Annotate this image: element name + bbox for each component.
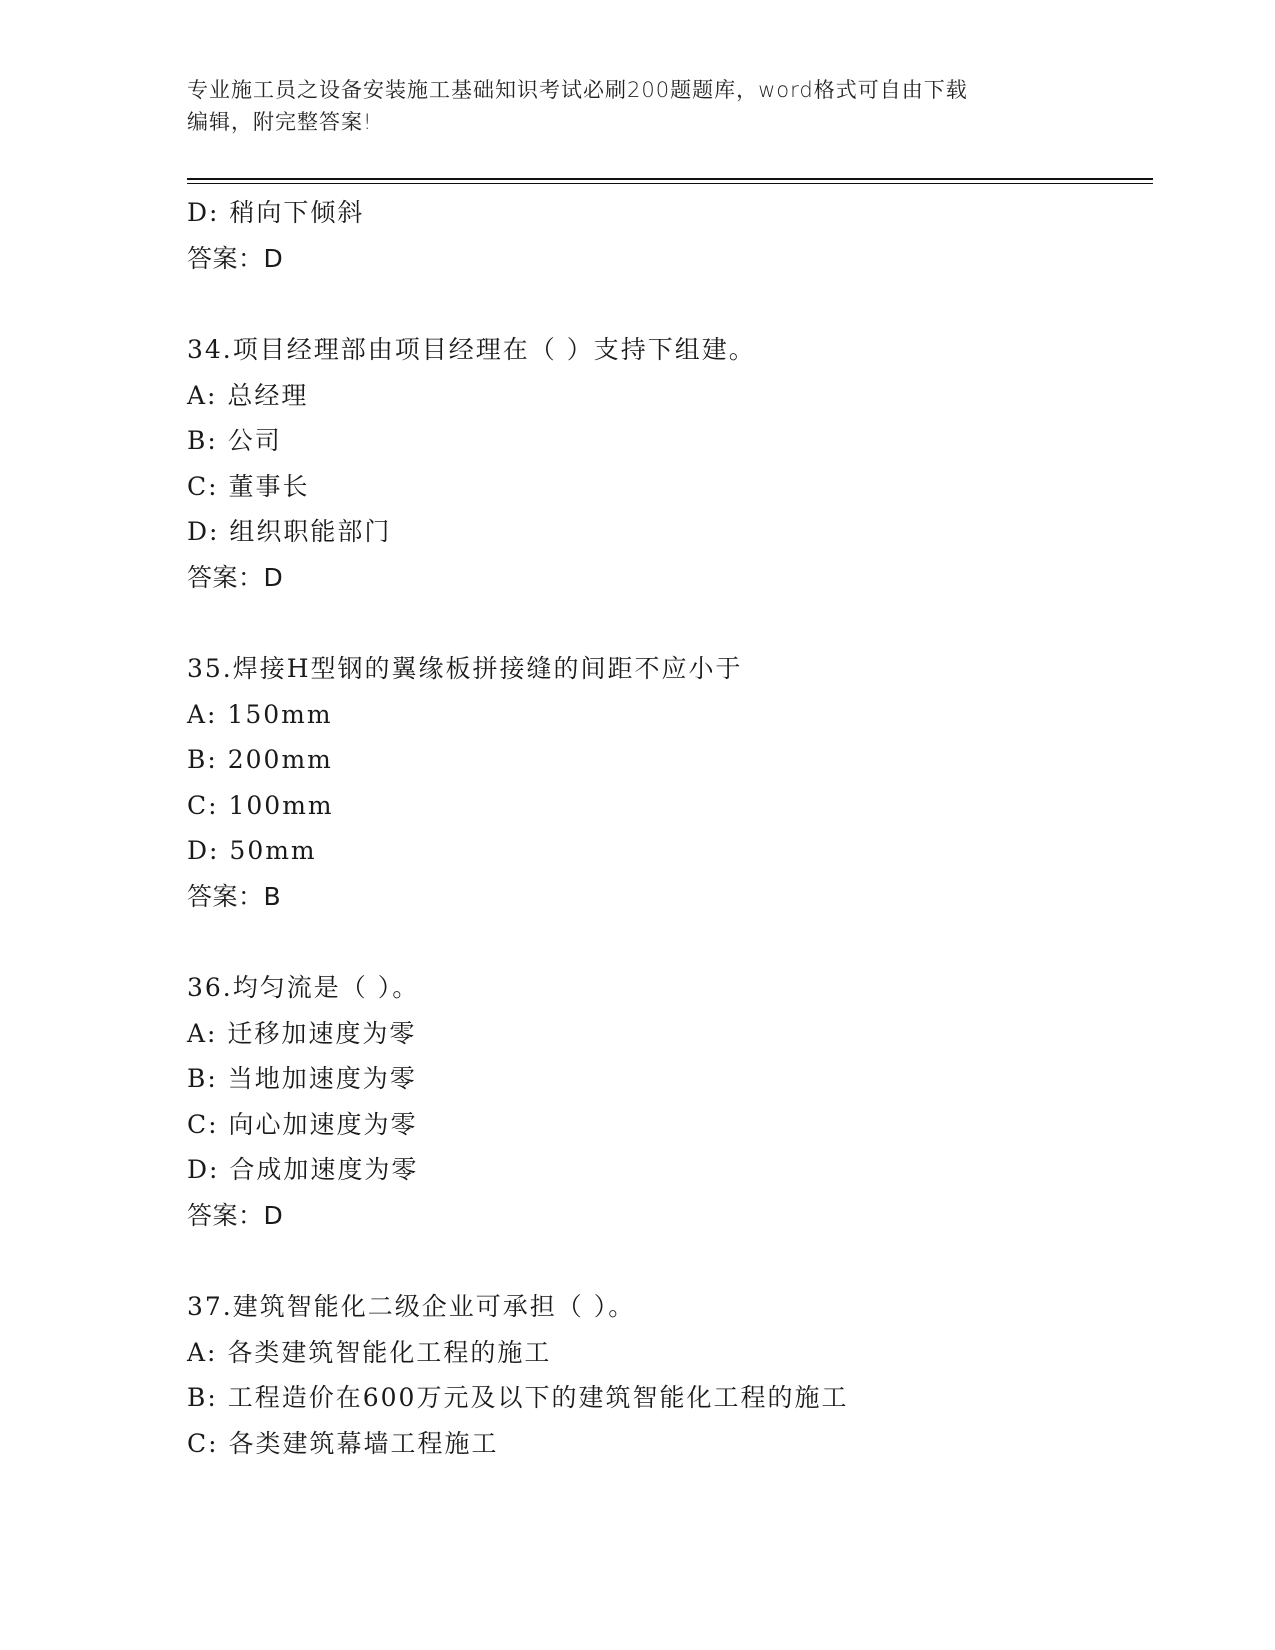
header-title-line-1: 专业施工员之设备安装施工基础知识考试必刷200题题库，word格式可自由下载	[187, 78, 968, 102]
option-b: B: 工程造价在600万元及以下的建筑智能化工程的施工	[187, 1383, 849, 1412]
question-36	[187, 965, 1153, 1238]
option-b: B: 200mm	[187, 745, 333, 774]
option-a: A: 150mm	[187, 699, 333, 729]
option-a: A: 各类建筑智能化工程的施工	[187, 1337, 552, 1367]
option-c: C: 100mm	[187, 790, 334, 820]
option-c: C: 向心加速度为零	[187, 1109, 418, 1139]
question-37	[187, 1284, 1153, 1466]
option-b: B: 当地加速度为零	[187, 1064, 417, 1093]
question-stem: 35.焊接H型钢的翼缘板拼接缝的间距不应小于	[187, 654, 743, 683]
option-c: C: 董事长	[187, 471, 310, 501]
answer: 答案：D	[187, 1200, 284, 1230]
document-header	[187, 74, 1067, 138]
carryover-answer: 答案：D	[187, 243, 284, 273]
spacer	[187, 1238, 1153, 1284]
option-c: C: 各类建筑幕墙工程施工	[187, 1428, 499, 1458]
carryover-option-d: D: 稍向下倾斜	[187, 198, 365, 227]
spacer	[187, 600, 1153, 646]
question-stem: 34.项目经理部由项目经理在（ ）支持下组建。	[187, 335, 756, 364]
option-b: B: 公司	[187, 426, 282, 455]
question-stem: 36.均匀流是（ ）。	[187, 973, 420, 1002]
question-35	[187, 646, 1153, 919]
header-divider-thick	[187, 178, 1153, 180]
header-divider-thin	[187, 183, 1153, 184]
option-d: D: 50mm	[187, 836, 317, 865]
answer: 答案：B	[187, 881, 282, 911]
spacer	[187, 281, 1153, 327]
option-d: D: 合成加速度为零	[187, 1155, 419, 1184]
question-list	[187, 190, 1153, 1466]
question-stem: 37.建筑智能化二级企业可承担（ ）。	[187, 1292, 636, 1321]
answer: 答案：D	[187, 562, 284, 592]
option-d: D: 组织职能部门	[187, 517, 392, 546]
header-title-line-2: 编辑，附完整答案!	[187, 110, 373, 134]
question-34	[187, 327, 1153, 600]
option-a: A: 迁移加速度为零	[187, 1018, 417, 1048]
option-a: A: 总经理	[187, 380, 309, 410]
spacer	[187, 919, 1153, 965]
